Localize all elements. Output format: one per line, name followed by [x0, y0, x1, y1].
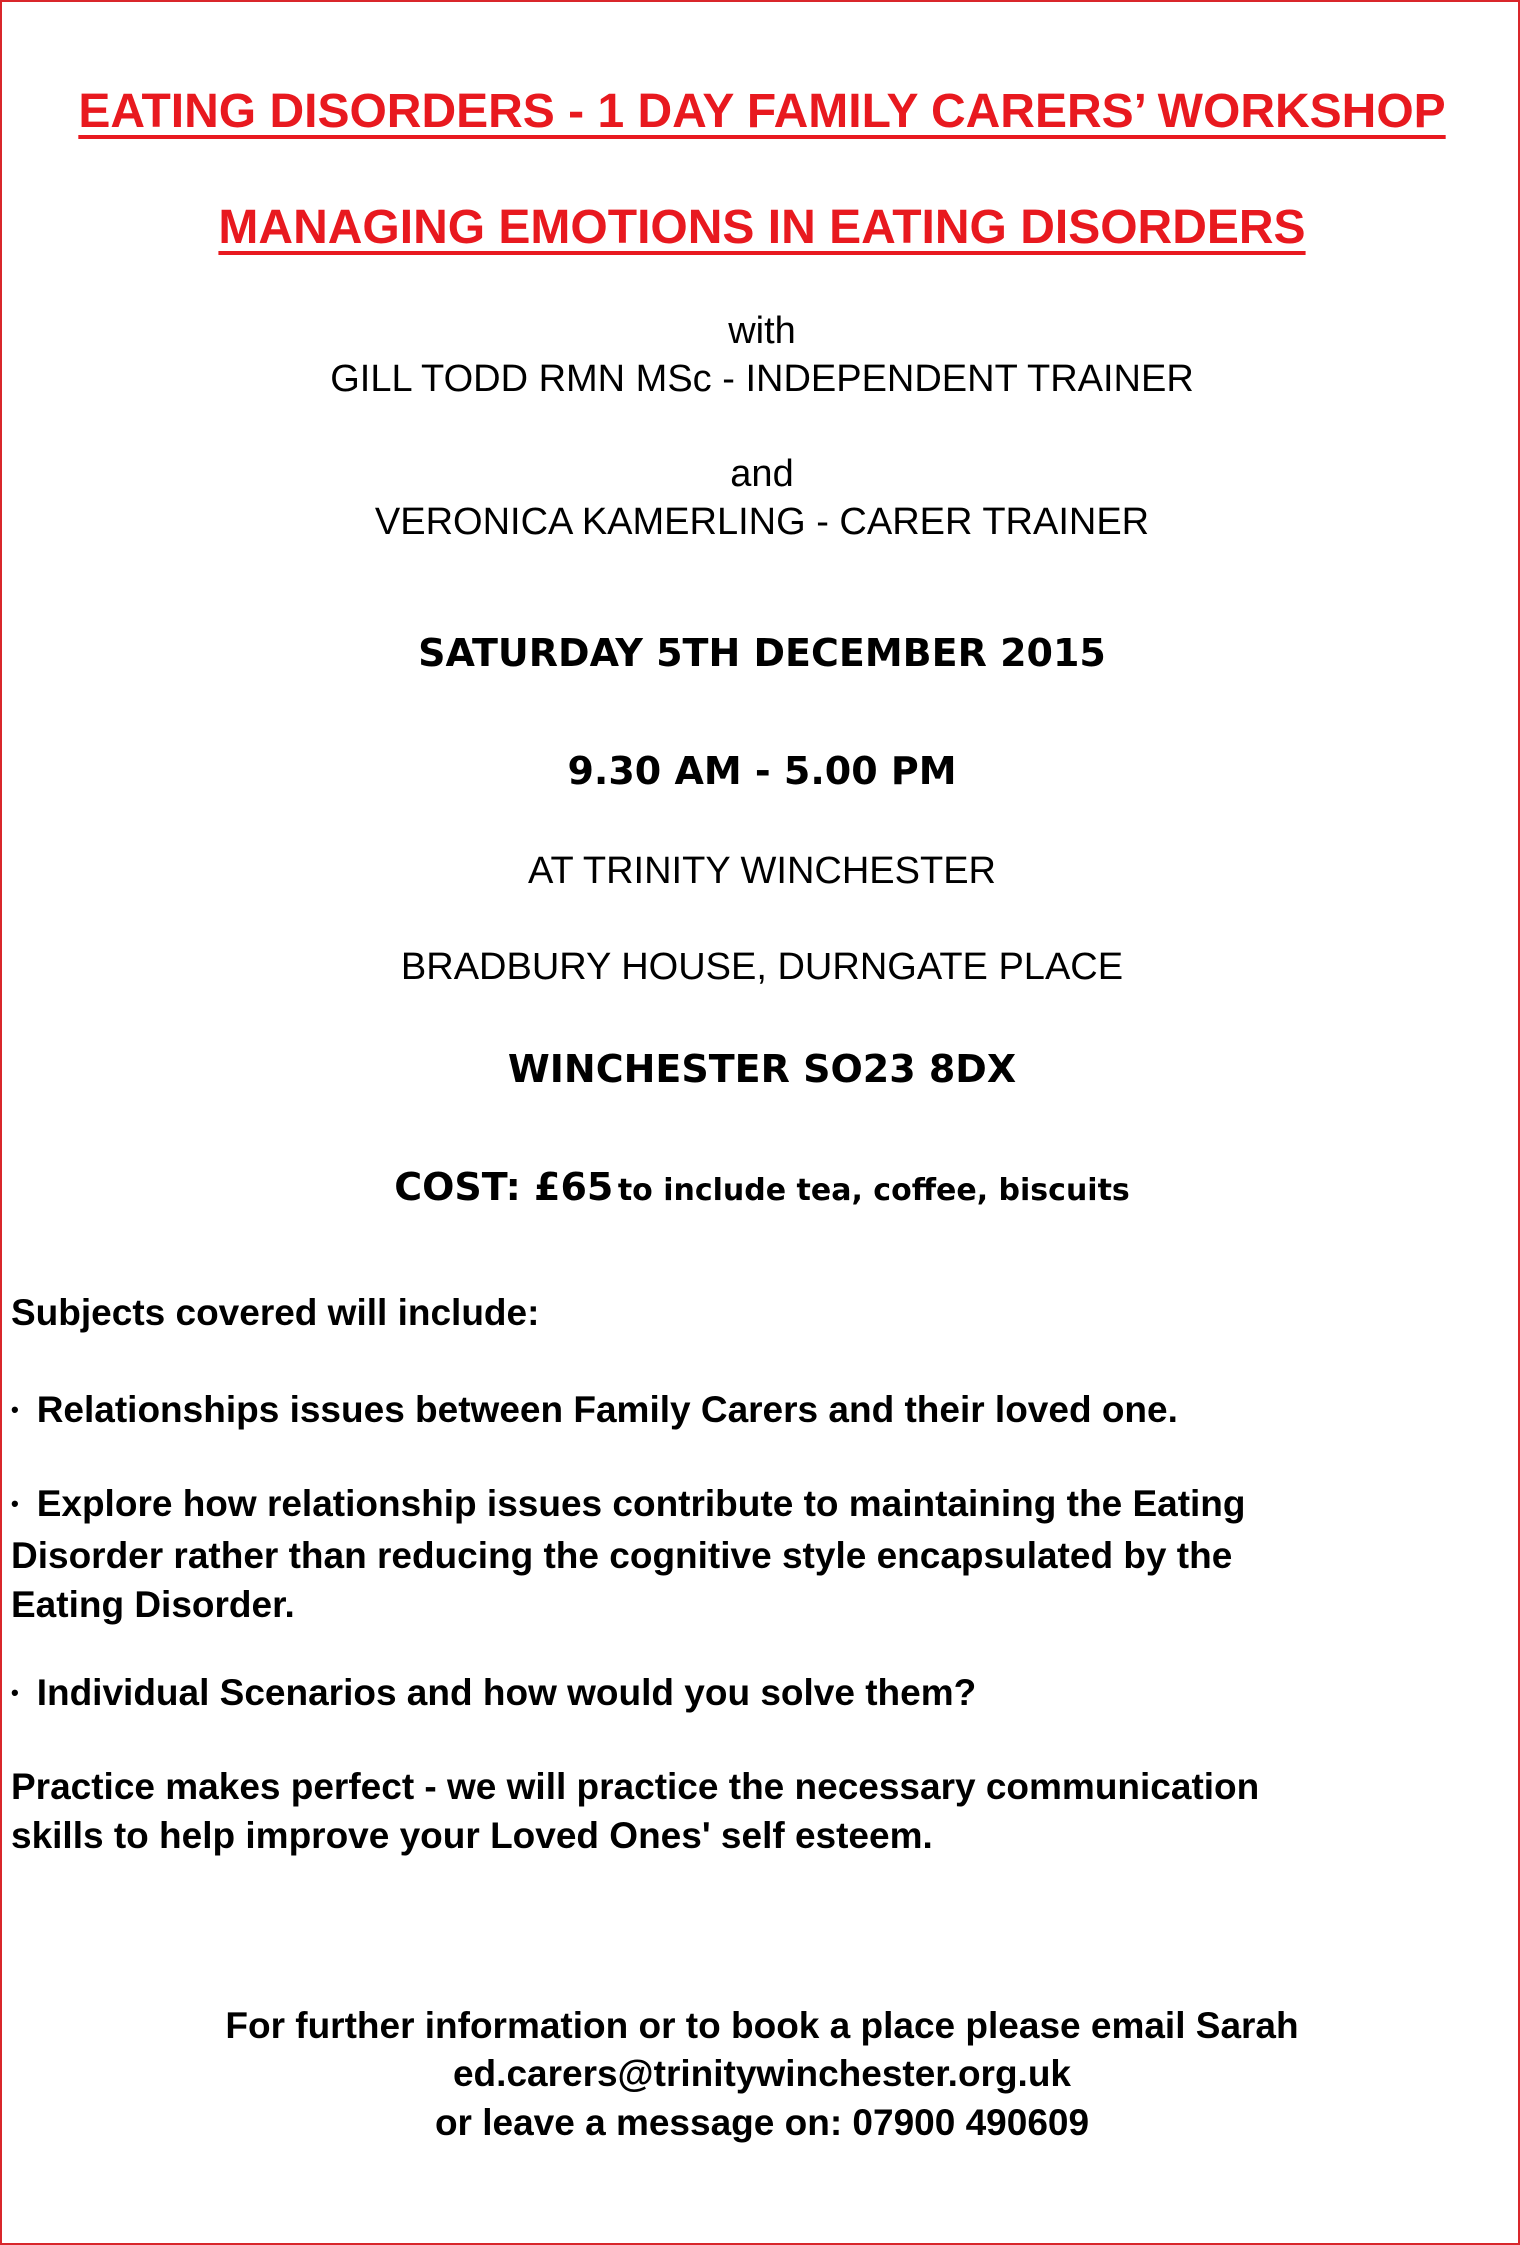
event-address: BRADBURY HOUSE, DURNGATE PLACE: [400, 946, 1124, 988]
workshop-subtitle: MANAGING EMOTIONS IN EATING DISORDERS: [218, 201, 1306, 254]
event-date: SATURDAY 5TH DECEMBER 2015: [418, 631, 1106, 675]
subject-item-text: Individual Scenarios and how would you solve them?: [36, 1672, 977, 1713]
subject-item-scenarios: [11, 1668, 1511, 1720]
practice-line: Practice makes perfect - we will practice the necessary communication: [11, 1766, 1260, 1807]
contact-phone-line: or leave a message on: 07900 490609: [434, 2102, 1090, 2143]
bullet-icon: •: [11, 1396, 19, 1422]
bullet-icon: •: [11, 1490, 19, 1516]
and-label: and: [730, 453, 794, 495]
subject-item-explore: [11, 1479, 1511, 1629]
trainer-2: VERONICA KAMERLING - CARER TRAINER: [374, 501, 1150, 543]
contact-email[interactable]: ed.carers@trinitywinchester.org.uk: [452, 2053, 1071, 2094]
contact-info-line: For further information or to book a place please email Sarah: [225, 2005, 1299, 2046]
practice-line: skills to help improve your Loved Ones' self esteem.: [11, 1815, 933, 1856]
trainer-1: GILL TODD RMN MSc - INDEPENDENT TRAINER: [330, 358, 1194, 400]
bullet-icon: •: [11, 1679, 19, 1705]
cost-amount: COST: £65: [394, 1165, 614, 1209]
subject-item-text: Explore how relationship issues contribute to maintaining the Eating: [36, 1483, 1246, 1524]
subject-item-text-continued: Disorder rather than reducing the cognitive style encapsulated by the: [11, 1534, 1233, 1576]
subject-item-text-continued: Eating Disorder.: [11, 1583, 295, 1625]
event-time: 9.30 AM - 5.00 PM: [567, 749, 957, 793]
cost-line: [2, 1165, 1520, 1209]
with-label: with: [728, 310, 796, 352]
workshop-title: EATING DISORDERS - 1 DAY FAMILY CARERS’ WORKSHOP: [78, 85, 1446, 138]
event-city: WINCHESTER SO23 8DX: [507, 1047, 1017, 1091]
event-venue: AT TRINITY WINCHESTER: [527, 850, 996, 892]
subject-item-relationships: [11, 1385, 1511, 1437]
practice-paragraph: [11, 1762, 1511, 1860]
subject-item-text: Relationships issues between Family Carers and their loved one.: [36, 1389, 1178, 1430]
subjects-heading: Subjects covered will include:: [11, 1292, 540, 1333]
cost-note: to include tea, coffee, biscuits: [617, 1173, 1130, 1208]
